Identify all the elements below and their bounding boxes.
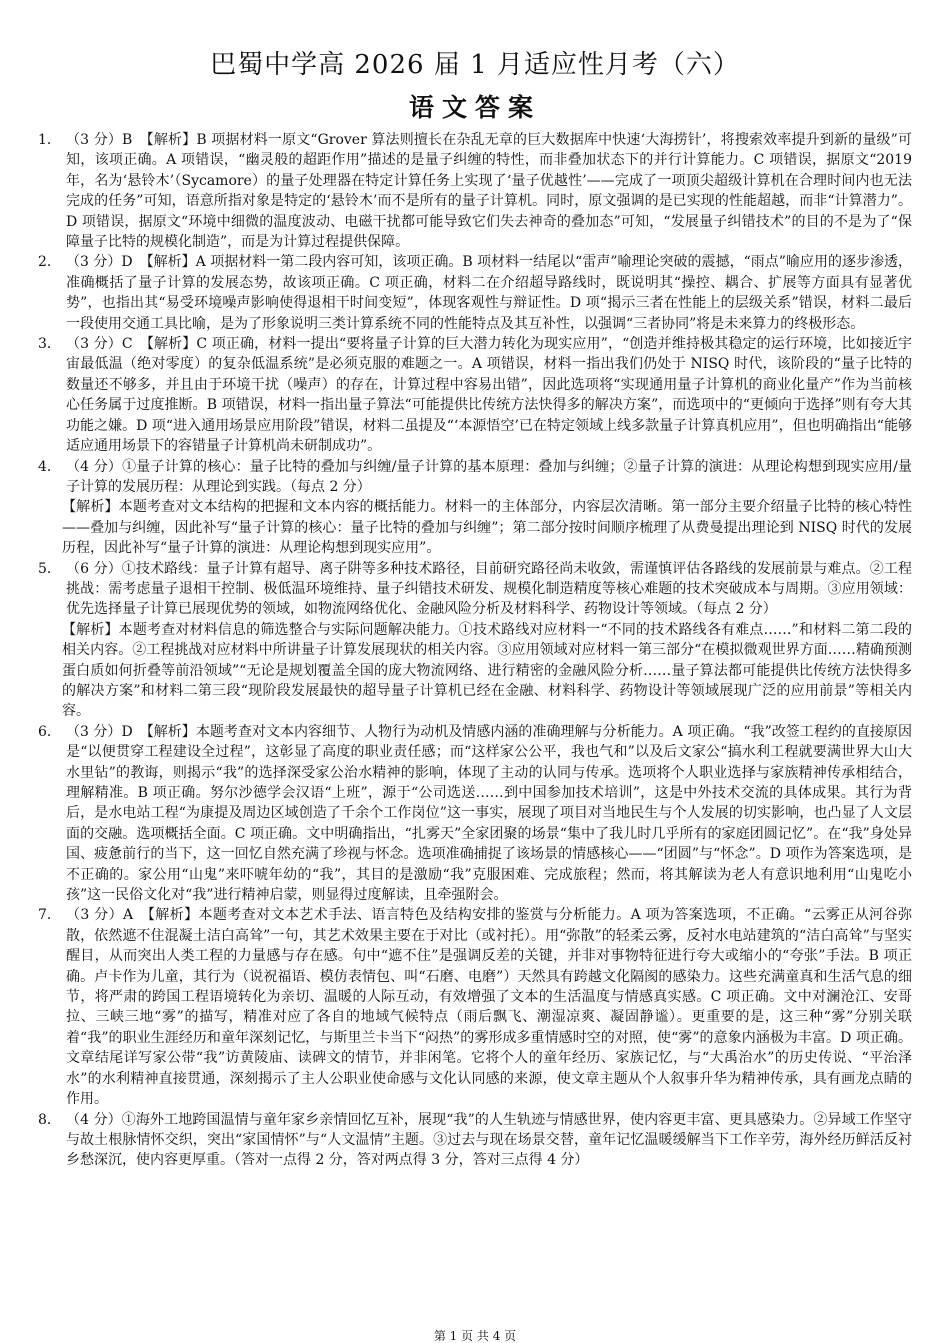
- answer-analysis: 【解析】本题考查对材料信息的筛选整合与实际问题解决能力。①技术路线对应材料一“不同的技术路线各有难点……”和材料二第二段的相关内容。②工程挑战对应材料中所讲量子计算发展现状的相关内容。③应用领域对应材料一第三部分“在模拟微观世界方面……精确预测蛋白质如何折叠等前沿领域”“无论是规划覆盖全国的庞大物流网络、进行精密的金融风险分析……量子算法都可能提供比传统方法快得多的解决方案”和材料二第三段“现阶段发展最快的超导量子计算机已经在金融、材料科学、药物设计等领域展现广泛的应用前景”等相关内容。: [62, 621, 912, 720]
- answer-text: （3 分）D 【解析】本题考查对文本内容细节、人物行为动机及情感内涵的准确理解与分析能力。A 项正确。“我”改签工程约的直接原因是“以便贯穿工程建设全过程”，这彰显了高度的职业责任感；而“这样家公公平，我也气和”以及后文家公“搞水利工程就要满世界大山大水里钻”的教诲，则揭示“我”的选择深受家公治水精神的影响，体现了主动的认同与传承。选项将个人职业选择与家族精神传承相结合，理解精准。B 项正确。努尔沙德学会汉语“上班”，源于“公司选送……到中国参加技术培训”，这是中外技术交流的具体成果。其行为背后，是水电站工程“为康提及周边区域创造了千余个工作岗位”这一事实，展现了项目对当地民生与个人发展的切实影响，也凸显了人文层面的交融。选项概括全面。C 项正确。文中明确指出，“扎雾天”全家团聚的场景“集中了我儿时几乎所有的家庭团圆记忆”。在“我”身处异国、疲惫前行的当下，这一回忆自然充满了珍视与怀念。选项准确捕捉了该场景的情感核心——“团圆”与“怀念”。D 项作为答案选项，是不正确的。家公用“山鬼”来吓唬年幼的“我”，其目的是激励“我”克服困难、完成旅程；然而，将其解读为老人有意识地利用“山鬼吃小孩”这一民俗文化对“我”进行精神启蒙，则显得过度解读，且牵强附会。: [66, 723, 912, 904]
- question-number: 6．: [38, 723, 61, 740]
- answer-item-7: [38, 905, 912, 1109]
- answer-text: （3 分）D 【解析】A 项据材料一第二段内容可知，该项正确。B 项材料一结尾以“雷声”喻理论突破的震撼，“雨点”喻应用的逐步渗透，准确概括了量子计算的发展态势，故该项正确。C 项正确，材料二在介绍超导路线时，既说明其“操控、耦合、扩展等方面具有显著优势”，也指出其“易受环境噪声影响使得退相干时间变短”，体现客观性与辩证性。D 项“揭示三者在性能上的层级关系”错误，材料二最后一段使用交通工具比喻，是为了形象说明三类计算系统不同的性能特点及其互补性，以强调“三者协同”将是未来算力的终极形态。: [66, 254, 912, 332]
- answer-text: （6 分）①技术路线：量子计算有超导、离子阱等多种技术路径，目前研究路径尚未收敛，需谨慎评估各路线的发展前景与难点。②工程挑战：需考虑量子退相干控制、极低温环境维持、量子纠错技术研发、规模化制造精度等核心难题的技术突破成本与周期。③应用领域：优先选择量子计算已展现优势的领域，如物流网络优化、金融风险分析及材料科学、药物设计等领域。（每点 2 分）: [66, 560, 912, 618]
- page-title: 巴蜀中学高 2026 届 1 月适应性月考（六）: [210, 50, 740, 80]
- answer-analysis: 【解析】本题考查对文本结构的把握和文本内容的概括能力。材料一的主体部分，内容层次清晰。第一部分主要介绍量子比特的核心特性——叠加与纠缠，因此补写“量子计算的核心：量子比特的叠加与纠缠”；第二部分按时间顺序梳理了从费曼提出理论到 NISQ 时代的发展历程，因此补写“量子计算的演进：从理论构想到现实应用”。: [62, 499, 912, 557]
- answer-list: [38, 130, 912, 1171]
- question-number: 4．: [38, 458, 61, 475]
- answer-item-1: [38, 130, 912, 252]
- answer-text: （3 分）C 【解析】C 项正确，材料一提出“要将量子计算的巨大潜力转化为现实应用”，“创造并维持极其稳定的运行环境，比如接近宇宙最低温（绝对零度）的复杂低温系统”是必须克服的难题之一。A 项错误，材料一指出我们仍处于 NISQ 时代，该阶段的“量子比特的数量还不够多，并且由于环境干扰（噪声）的存在，计算过程中容易出错”，因此选项将“实现通用量子计算机的商业化量产”作为当前核心任务属于过度推断。B 项错误，材料一指出量子算法“可能提供比传统方法快得多的解决方案”，而选项中的“更倾向于选择”则有夸大其功能之嫌。D 项“进入通用场景应用阶段”错误，材料二虽提及“‘本源悟空’已在特定领域上线多款量子计算真机应用”，但也明确指出“能够适应通用场景下的容错量子计算机尚未研制成功”。: [66, 336, 912, 455]
- page-subtitle: 语文答案: [408, 93, 541, 122]
- answer-text: （4 分）①量子计算的核心：量子比特的叠加与纠缠/量子计算的基本原理：叠加与纠缠；②量子计算的演进：从理论构想到现实应用/量子计算的发展历程：从理论到实践。（每点 2 分）: [66, 458, 912, 495]
- answer-item-5: [38, 559, 912, 620]
- question-number: 1．: [38, 132, 61, 148]
- answer-item-6: [38, 722, 912, 906]
- question-number: 8．: [38, 1111, 61, 1128]
- answer-text: （3 分）A 【解析】本题考查对文本艺术手法、语言特色及结构安排的鉴赏与分析能力。A 项为答案选项，不正确。“云雾正从河谷弥散，依然遮不住混凝土洁白高耸”一句，其艺术效果主要在于对比（或衬托）。用“弥散”的轻柔云雾，反衬水电站建筑的“洁白高耸”与坚实醒目，从而突出人类工程的力量感与存在感。句中“遮不住”是强调反差的关键，并非对事物特征进行夸大或缩小的“夸张”手法。B 项正确。卢卡作为儿童，其行为（说祝福语、模仿表情包、叫“石磨、电磨”）天然具有跨越文化隔阂的感染力。这些充满童真和生活气息的细节，将严肃的跨国工程语境转化为亲切、温暖的人际互动，有效增强了文本的生活温度与情感真实感。C 项正确。文中对澜沧江、安哥拉、三峡三地“雾”的描写，精准对应了各自的地域气候特点（雨后飘飞、潮湿凉爽、凝固静谧）。更重要的是，这三种“雾”分别关联着“我”的职业生涯经历和童年深刻记忆，与斯里兰卡当下“闷热”的雾形成多重情感时空的对照，使“雾”的意象内涵极为丰富。D 项正确。文章结尾详写家公带“我”访黄陵庙、读碑文的情节，并非闲笔。它将个人的童年经历、家族记忆，与“大禹治水”的历史传说、“平治泽水”的水利精神直接贯通，深刻揭示了主人公职业使命感与文化认同感的来源，使文章主题从个人叙事升华为精神传承，具有画龙点睛的作用。: [66, 907, 912, 1108]
- answer-item-2: [38, 252, 912, 334]
- answer-item-4: [38, 457, 912, 498]
- answer-item-8: [38, 1110, 912, 1171]
- answer-item-3: [38, 334, 912, 456]
- question-number: 3．: [38, 336, 61, 353]
- page-footer: 第 1 页 共 4 页: [433, 1329, 517, 1343]
- question-number: 5．: [38, 560, 61, 577]
- question-number: 2．: [38, 254, 61, 271]
- answer-text: （4 分）①海外工地跨国温情与童年家乡亲情回忆互补，展现“我”的人生轨迹与情感世界，使内容更丰富、更具感染力。②异域工作坚守与故土根脉情怀交织，突出“家国情怀”与“人文温情”主题。③过去与现在场景交替，童年记忆温暖缓解当下工作辛劳，海外经历鲜活反衬乡愁深沉，使内容更厚重。（答对一点得 2 分，答对两点得 3 分，答对三点得 4 分）: [66, 1111, 912, 1169]
- question-number: 7．: [38, 907, 61, 924]
- answer-text: （3 分）B 【解析】B 项据材料一原文“Grover 算法则擅长在杂乱无章的巨大数据库中快速‘大海捞针’，将搜索效率提升到新的量级”可知，该项正确。A 项错误，“幽灵般的超距作用”描述的是量子纠缠的特性，而非叠加状态下的并行计算能力。C 项错误，据原文“2019 年，名为‘悬铃木’（Sycamore）的量子处理器在特定计算任务上实现了‘量子优越性’——完成了一项顶尖超级计算机在合理时间内也无法完成的任务”可知，语意所指对象是特定的‘悬铃木’而不是所有的量子计算机。同时，原文强调的是已实现的性能超越，而非“计算潜力”。D 项错误，据原文“环境中细微的温度波动、电磁干扰都可能导致它们失去神奇的叠加态”可知，“发展量子纠错技术”的目的不是为了“保障量子比特的规模化制造”，而是为计算过程提供保障。: [66, 132, 912, 251]
